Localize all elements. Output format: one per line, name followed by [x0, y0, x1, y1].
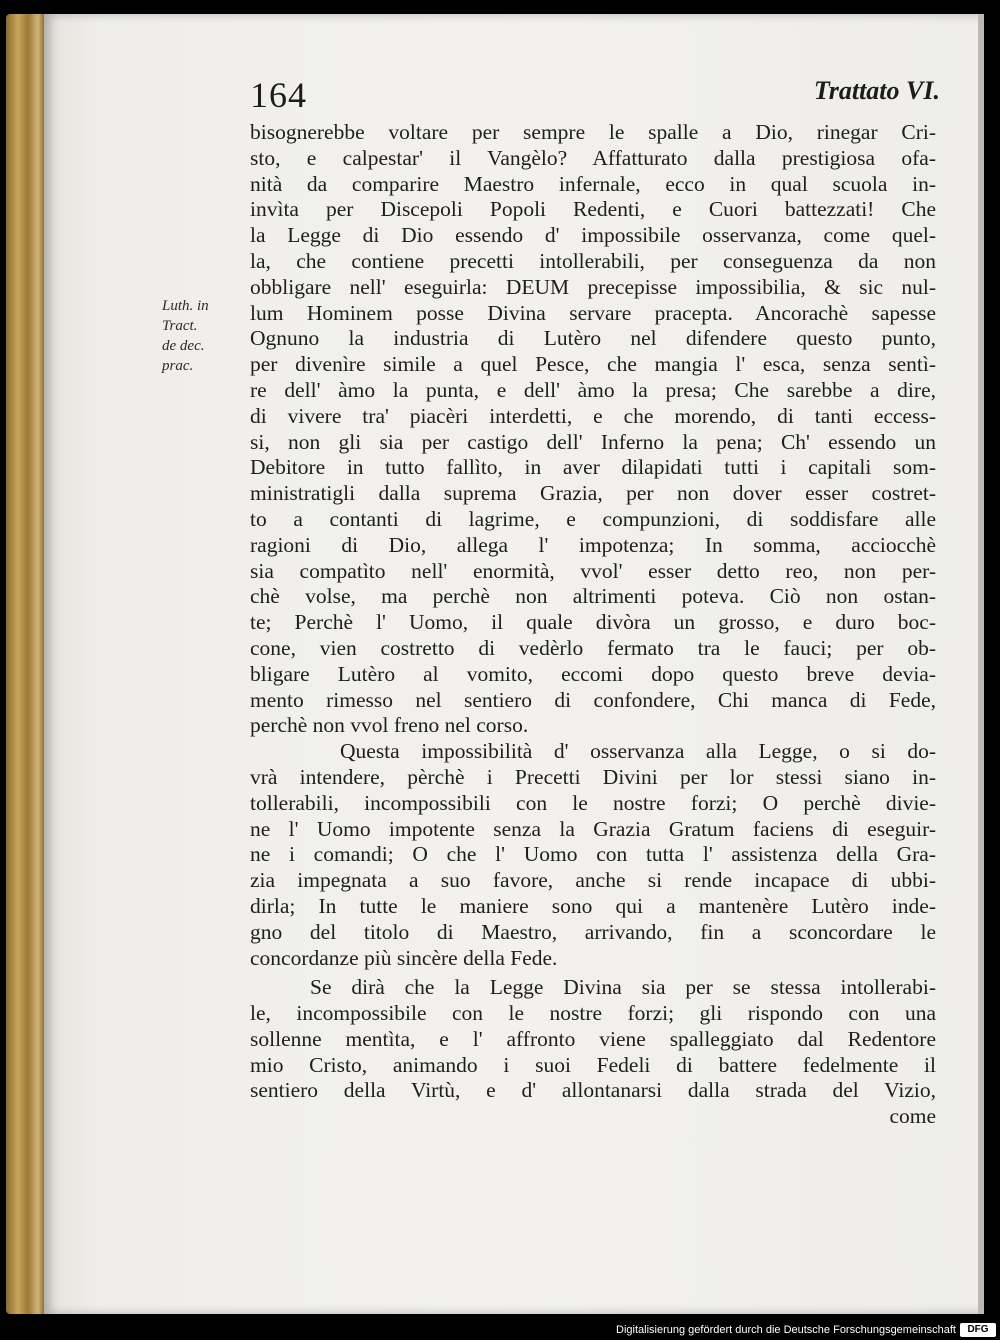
text-line: Ognuno la industria di Lutèro nel difendere questo punto,: [250, 326, 936, 351]
text-line: cone, vien costretto di vedèrlo fermato tra le fauci; per ob-: [250, 635, 936, 660]
margin-note-line: de dec.: [162, 338, 205, 354]
margin-note: [162, 296, 242, 376]
text-line: nità da comparire Maestro infernale, ecco in qual scuola in-: [250, 171, 936, 196]
text-line: to a contanti di lagrime, e compunzioni, di soddisfare alle: [250, 506, 936, 531]
text-line: bligare Lutèro al vomito, eccomi dopo questo breve devia-: [250, 661, 936, 686]
catchword: come: [889, 1104, 936, 1129]
running-title: Trattato VI.: [813, 76, 940, 105]
margin-note-line: Luth. in: [162, 298, 209, 314]
margin-note-line: prac.: [162, 358, 194, 374]
text-line: zia impegnata a suo favore, anche si rende incapace di ubbi-: [250, 868, 936, 893]
funding-credit: Digitalisierung gefördert durch die Deutsche Forschungsgemeinschaft: [616, 1324, 956, 1336]
text-line: dirla; In tutte le maniere sono qui a mantenère Lutèro inde-: [250, 893, 936, 918]
text-line: sto, e calpestar' il Vangèlo? Affatturato dalla prestigiosa ofa-: [250, 145, 936, 170]
text-line: perchè non vvol freno nel corso.: [250, 713, 529, 738]
text-line: Questa impossibilità d' osservanza alla Legge, o si do-: [340, 739, 936, 764]
dfg-logo: DFG: [960, 1323, 996, 1337]
margin-note-line: Tract.: [162, 318, 198, 334]
text-line: concordanze più sincère della Fede.: [250, 945, 558, 970]
text-line: invìta per Discepoli Popoli Redenti, e Cuori battezzati! Che: [250, 197, 936, 222]
text-line: mio Cristo, animando i suoi Fedeli di battere fedelmente il: [250, 1052, 936, 1077]
text-line: lum Hominem posse Divina servare pracepta. Ancorachè sapesse: [250, 300, 936, 325]
text-line: Se dirà che la Legge Divina sia per se stessa intollerabi-: [310, 975, 936, 1000]
text-line: per divenìre simile a quel Pesce, che mangia l' esca, senza sentì-: [250, 352, 936, 377]
text-line: la, che contiene precetti intollerabili, per conseguenza da non: [250, 248, 936, 273]
text-line: ministratigli dalla suprema Grazia, per non dover esser costret-: [250, 481, 936, 506]
text-line: ne l' Uomo impotente senza la Grazia Gratum faciens di eseguir-: [250, 816, 936, 841]
text-line: ne i comandi; O che l' Uomo con tutta l' assistenza della Gra-: [250, 842, 936, 867]
text-line: mento rimesso nel sentiero di confondere, Chi manca di Fede,: [250, 687, 936, 712]
text-line: sentiero della Virtù, e d' allontanarsi dalla strada del Vizio,: [250, 1078, 936, 1103]
text-line: sollenne mentìta, e l' affronto viene spalleggiato dal Redentore: [250, 1026, 936, 1051]
text-line: tollerabili, incompossibili con le nostre forzi; O perchè divie-: [250, 790, 936, 815]
text-line: di vivere tra' piacèri interdetti, e che morendo, di tanti eccess-: [250, 403, 936, 428]
text-line: sia compatìto nell' enormità, vvol' esser detto reo, non per-: [250, 558, 936, 583]
text-line: la Legge di Dio essendo d' impossibile osservanza, come quel-: [250, 223, 936, 248]
page-header: [250, 74, 940, 114]
text-line: obbligare nell' eseguirla: DEUM precepisse impossibilia, & sic nul-: [250, 274, 936, 299]
text-line: te; Perchè l' Uomo, il quale divòra un grosso, e duro boc-: [250, 610, 936, 635]
book-edge: [6, 14, 46, 1314]
page-number: 164: [250, 75, 307, 115]
text-line: bisognerebbe voltare per sempre le spalle a Dio, rinegar Cri-: [250, 120, 936, 144]
body-text: [250, 120, 936, 1130]
text-line: re dell' àmo la punta, e dell' àmo la presa; Che sarebbe a dire,: [250, 377, 936, 402]
digitization-footer: [600, 1322, 1000, 1340]
text-line: le, incompossibile con le nostre forzi; gli rispondo con una: [250, 1001, 936, 1026]
text-line: ragioni di Dio, allega l' impotenza; In somma, acciocchè: [250, 532, 936, 557]
text-line: chè volse, ma perchè non altrimenti poteva. Ciò non ostan-: [250, 584, 936, 609]
text-line: gno del titolo di Maestro, arrivando, fin a sconcordare le: [250, 919, 936, 944]
page-edge: [978, 14, 984, 1314]
text-line: vrà intendere, pèrchè i Precetti Divini per lor stessi siano in-: [250, 764, 936, 789]
text-line: Debitore in tutto fallìto, in aver dilapidati tutti i capitali som-: [250, 455, 936, 480]
text-line: si, non gli sia per castigo dell' Inferno la pena; Ch' essendo un: [250, 429, 936, 454]
